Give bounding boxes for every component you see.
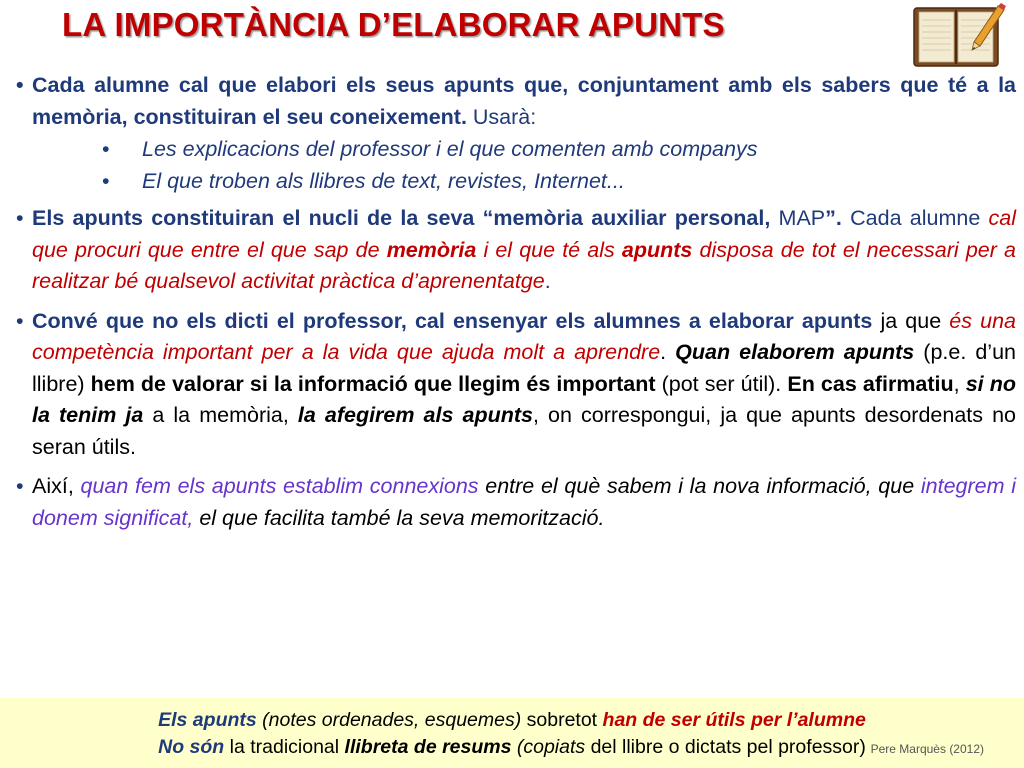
footer-line-1: Els apunts (notes ordenades, esquemes) sobretot han de ser útils per l’alumne bbox=[158, 709, 866, 731]
footer-summary-box bbox=[0, 698, 1024, 768]
footer-line-2: No són la tradicional llibreta de resums (copiats del llibre o dictats pel professor) bbox=[158, 736, 866, 758]
author-credit: Pere Marquès (2012) bbox=[870, 742, 984, 756]
slide-title: LA IMPORTÀNCIA D’ELABORAR APUNTS bbox=[62, 6, 725, 43]
bullet-map: • Els apunts constituiran el nucli de la seva “memòria auxiliar personal, MAP”. Cada alumne cal que procuri que entre el que sap de memòria i el que té als apunts disposa de tot el necessari per a realitzar bé qualsevol activitat pràctica d’aprenentatge. bbox=[16, 203, 1016, 298]
subbullet-professor: • Les explicacions del professor i el que comenten amb companys bbox=[16, 133, 1016, 165]
bullet-connections: • Així, quan fem els apunts establim connexions entre el què sabem i la nova informació, que integrem i donem significat, el que facilita també la seva memorització. bbox=[16, 471, 1016, 534]
bullet-teach-notes: • Convé que no els dicti el professor, cal ensenyar els alumnes a elaborar apunts ja que és una competència important per a la vida que ajuda molt a aprendre. Quan elaborem apunts (p.e. d’un llibre) hem de valorar si la informació que llegim és important (pot ser útil). En cas afirmatiu, si no la tenim ja a la memòria, la afegirem als apunts, on correspongui, ja que apunts desordenats no seran útils. bbox=[16, 306, 1016, 464]
bullet-notes-elaboration: • Cada alumne cal que elabori els seus apunts que, conjuntament amb els sabers que té a la memòria, constituiran el seu coneixement. Usarà: bbox=[16, 70, 1016, 133]
subbullet-books: • El que troben als llibres de text, revistes, Internet... bbox=[16, 165, 1016, 197]
slide-body bbox=[16, 70, 1016, 534]
notebook-with-pencil-icon bbox=[912, 2, 1008, 68]
